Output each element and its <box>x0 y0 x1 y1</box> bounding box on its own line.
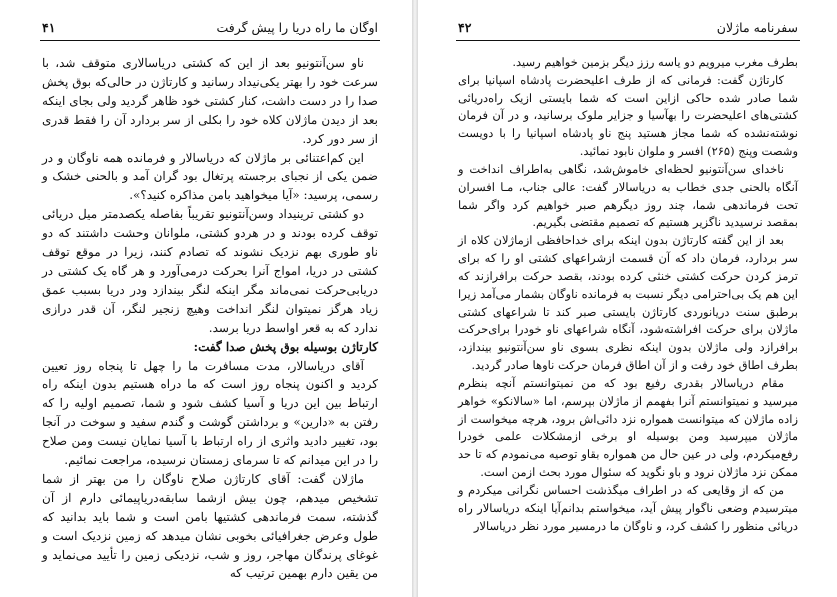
paragraph: مقام دریاسالار بقدری رفیع بود که من نمیتوانستم آنچه بنظرم میرسید و نمیتوانستم آنرا بفهمم از ماژلان بپرسم، اما «سالانکو» خواهر زاده ماژلان که میتوانست همواره نزد دائی‌اش برود، هرچه میخواست از ماژلان میپرسید ومن بوسیله او برخی ازمشکلات علمی خودرا رفع‌میکردم، ولی در عین حال من همواره بقاو توصیه می‌نمودم که تا حد ممکن نزد ماژلان نرود و باو نگوید که سئوال مورد بحث ازمن است. <box>458 375 798 480</box>
right-page-body <box>458 54 798 535</box>
paragraph: بطرف مغرب میرویم دو یاسه رزز دیگر بزمین خواهیم رسید. <box>512 55 798 69</box>
right-header-rule <box>456 40 800 41</box>
paragraph: دو کشتی ترینیداد وسن‌آنتونیو تقریباً بفاصله یکصدمتر میل دریائی توقف کرده بودند و در هردو کشتی، ملوانان وحشت داشتند که دو ناو طوری بهم نزدیک نشوند که تصادم کنند، زیرا در موقع توقف کشتی در دریا، امواج آنرا بحرکت درمی‌آورد و هر گاه یک کشتی در دریابی‌حرکت نمی‌ماند مگر اینکه لنگر بیندازد ودر دریا بسبب عمق زیاد هرگز نمیتوان لنگر انداخت وهیچ زنجیر لنگر، آن قدر درازی ندارد که به قعر اواسط دریا برسد. <box>42 207 379 335</box>
paragraph: آقای دریاسالار، مدت مسافرت ما را چهل تا پنجاه روز تعیین کردید و اکنون پنجاه روز است که ما دراه هستیم بدون اینکه راه ارتباط بین این دریا و آسیا کشف شود و شما، تصمیم اولیه را که رفتن به «دارین» و برداشتن گوشت و گندم سفید و سوخت در آنجا بود، تغییر دادید واثری از راه ارتباط با آسیا نمایان نیست ومن صلاح را در این میدانم که تا سرمای زمستان نرسیده، مراجعت نمائیم. <box>42 358 378 468</box>
paragraph: ناو سن‌آنتونیو بعد از این که کشتی دریاسالاری متوقف شد، با سرعت خود را بهتر یکی‌نیداد رسانید و کارتاژن در حالی‌که بوق پخش صدا را در دست داشت، کنار کشتی خود ظاهر گردید ولی بجای اینکه بعد از دیدن ماژلان کلاه خود را بکلی از سر بردارد آن را فقط قدری از سر دور کرد. <box>42 56 378 146</box>
paragraph: این کم‌اعتنائی بر ماژلان که دریاسالار و فرمانده همه ناوگان و در ضمن یکی از نجبای برجسته پرتغال بود گران آمد و بالحنی خشک و رسمی، پرسید: «آیا میخواهید بامن مذاکره کنید؟». <box>42 150 378 203</box>
paragraph: ناخدای سن‌آنتونیو لحظه‌ای خاموش‌شد، نگاهی به‌اطراف انداخت و آنگاه بالحنی جدی خطاب به دریاسالار گفت: عالی جناب، مـا افسران تحت فرماندهی شما، چند روز دیگرهم صبر خواهیم کرد واگر شما بمقصد نرسیدید ناگزیر هستیم که تصمیم مقتضی بگیریم. <box>458 161 798 230</box>
paragraph: ماژلان گفت: آقای کارتاژن صلاح ناوگان را من بهتر از شما تشخیص میدهم، چون بیش ازشما سابقه‌دریاپیمائی دارم از آن گذشته، سمت فرماندهی کشتیها بامن است و شما باید بدانید که طول وعرض جغرافیائی بخوبی نشان میدهد که زمین نزدیک است و غوغای پرندگان مهاجر، روز و شب، نزدیکی زمین را تأیید می‌نماید و من یقین دارم بهمین ترتیب که <box>42 471 378 581</box>
left-page-body <box>42 54 378 583</box>
left-page-number: ۴۱ <box>42 20 56 35</box>
right-running-title: سفرنامه ماژلان <box>716 20 798 35</box>
right-page-header <box>458 18 798 38</box>
speech-heading: کارتاژن بوسیله بوق پخش صدا گفت: <box>193 339 378 354</box>
paragraph: بعد از این گفته کارتاژن بدون اینکه برای خداحافظی ازماژلان کلاه از سر بردارد، فرمان داد که آن قسمت ازشراعهای کشتی او را که برای ترمز کردن حرکت کشتی خنثی کرده بودند، بقصد حرکت برافرازند که این هم یک بی‌احترامی دیگر نسبت به فرمانده ناوگان بشمار می‌آمد زیرا برطبق سنت دریانوردی کارتاژن بایستی صبر کند تا شراعهای کشتی ماژلان برای حرکت افراشته‌شود، آنگاه شراعهای ناو خودرا برای‌حرکت برافرازد ولی ماژلان بدون اینکه نظری بسوی ناو سن‌آنتونیو بیندازد، بطرف اطاق خود رفت و از آن اطاق فرمان حرکت ناوها صادر گردید. <box>458 233 798 373</box>
paragraph: کارتاژن گفت: فرمانی که از طرف اعلیحضرت پادشاه اسپانیا برای شما صادر شده حاکی ازاین است که شما بایستی ازیک راه‌دریائی کشتی‌های اعلیحضرت را بهآسیا و جزایر ملوک برسانید، و در آن فرمان نوشته‌نشده که شما مجاز هستید پنج ناو پادشاه اسپانیا را با دویست وشصت وپنج (۲۶۵) افسر و ملوان نابود نمائید. <box>458 72 798 159</box>
left-page-header <box>42 18 378 38</box>
paragraph: من که از وقایعی که در اطراف میگذشت احساس نگرانی میکردم و میترسیدم وضعی ناگوار پیش آید، میخواستم بدانم‌آیا اینکه دریاسالار راه دریائی منظور را کشف کرد، و ناوگان ما درمسیر مورد نظر دریاسالار <box>458 482 798 533</box>
left-header-rule <box>40 40 380 41</box>
right-page <box>418 0 837 597</box>
left-running-title: اوگان ما راه دریا را پیش گرفت <box>216 20 378 35</box>
right-page-number: ۴۲ <box>458 20 472 35</box>
left-page <box>0 0 412 597</box>
